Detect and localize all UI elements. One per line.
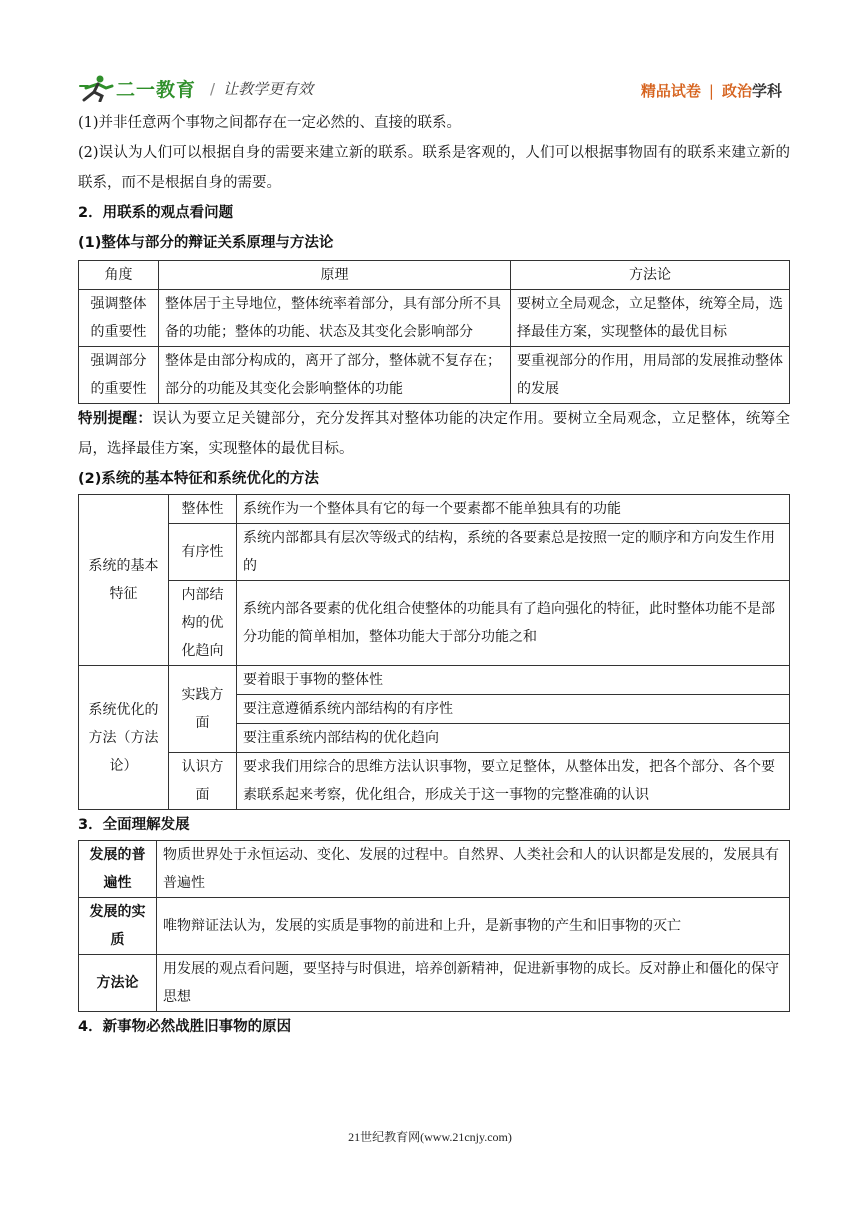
dev-label-cell: 方法论	[79, 955, 157, 1012]
badge-divider: |	[708, 82, 714, 100]
reminder-label: 特别提醒：	[78, 411, 153, 427]
section-2-sub-1: (1)整体与部分的辩证关系原理与方法论	[78, 235, 334, 251]
reminder-text: 误认为要立足关键部分，充分发挥其对整体功能的决定作用。要树立全局观念，立足整体，统筹全局，选择最佳方案，实现整体的最优目标。	[78, 411, 790, 457]
whole-part-table	[78, 260, 790, 404]
group-cell: 系统优化的方法（方法论）	[79, 666, 169, 810]
feature-name-cell: 整体性	[169, 495, 237, 524]
table-row	[79, 898, 790, 955]
table-header-cell: 方法论	[511, 261, 790, 290]
intro-line-1: (1)并非任意两个事物之间都存在一定必然的、直接的联系。	[78, 115, 462, 131]
table-row	[79, 495, 790, 524]
table-row	[79, 753, 790, 810]
special-reminder	[78, 404, 790, 464]
section-3-title: 3．全面理解发展	[78, 817, 190, 833]
principle-cell: 整体居于主导地位，整体统率着部分，具有部分所不具备的功能；整体的功能、状态及其变化会影响部分	[159, 290, 511, 347]
section-2-sub-2: (2)系统的基本特征和系统优化的方法	[78, 471, 319, 487]
dev-label-cell: 发展的实质	[79, 898, 157, 955]
running-man-icon	[78, 74, 114, 102]
table-row	[79, 955, 790, 1012]
angle-cell: 强调部分的重要性	[79, 347, 159, 404]
table-row	[79, 841, 790, 898]
practice-cell: 要注重系统内部结构的优化趋向	[237, 724, 790, 753]
dev-text-cell: 用发展的观点看问题，要坚持与时俱进，培养创新精神，促进新事物的成长。反对静止和僵化的保守思想	[157, 955, 790, 1012]
subject-badge	[641, 80, 782, 101]
cognition-label-cell: 认识方面	[169, 753, 237, 810]
method-cell: 要树立全局观念，立足整体，统筹全局，选择最佳方案，实现整体的最优目标	[511, 290, 790, 347]
group-cell: 系统的基本特征	[79, 495, 169, 666]
table-row	[79, 524, 790, 581]
dev-label-cell: 发展的普遍性	[79, 841, 157, 898]
table-header-cell: 角度	[79, 261, 159, 290]
badge-subject-a: 政治	[721, 82, 752, 100]
page-header	[78, 72, 782, 106]
feature-desc-cell: 系统内部各要素的优化组合使整体的功能具有了趋向强化的特征，此时整体功能不是部分功能的简单相加，整体功能大于部分功能之和	[237, 581, 790, 666]
method-cell: 要重视部分的作用，用局部的发展推动整体的发展	[511, 347, 790, 404]
page-footer: 21世纪教育网(www.21cnjy.com)	[348, 1130, 512, 1144]
practice-cell: 要着眼于事物的整体性	[237, 666, 790, 695]
feature-name-cell: 有序性	[169, 524, 237, 581]
system-table	[78, 494, 790, 810]
brand-slogan: / 让教学更有效	[210, 79, 314, 98]
slogan-text: 让教学更有效	[223, 79, 314, 98]
practice-cell: 要注意遵循系统内部结构的有序性	[237, 695, 790, 724]
practice-label-cell: 实践方面	[169, 666, 237, 753]
brand-logo	[78, 74, 313, 102]
document-body	[78, 108, 790, 1042]
section-4-title: 4．新事物必然战胜旧事物的原因	[78, 1019, 292, 1035]
intro-line-2: (2)误认为人们可以根据自身的需要来建立新的联系。联系是客观的，人们可以根据事物固有的联系来建立新的联系，而不是根据自身的需要。	[78, 145, 790, 191]
feature-desc-cell: 系统内部都具有层次等级式的结构，系统的各要素总是按照一定的顺序和方向发生作用的	[237, 524, 790, 581]
table-row	[79, 347, 790, 404]
table-row	[79, 290, 790, 347]
badge-label: 精品试卷	[640, 82, 701, 100]
table-header-row	[79, 261, 790, 290]
angle-cell: 强调整体的重要性	[79, 290, 159, 347]
table-header-cell: 原理	[159, 261, 511, 290]
feature-desc-cell: 系统作为一个整体具有它的每一个要素都不能单独具有的功能	[237, 495, 790, 524]
dev-text-cell: 唯物辩证法认为，发展的实质是事物的前进和上升，是新事物的产生和旧事物的灭亡	[157, 898, 790, 955]
section-2-title: 2．用联系的观点看问题	[78, 205, 234, 221]
table-row	[79, 666, 790, 695]
cognition-cell: 要求我们用综合的思维方法认识事物，要立足整体，从整体出发，把各个部分、各个要素联系起来考察，优化组合，形成关于这一事物的完整准确的认识	[237, 753, 790, 810]
principle-cell: 整体是由部分构成的，离开了部分，整体就不复存在；部分的功能及其变化会影响整体的功能	[159, 347, 511, 404]
development-table	[78, 840, 790, 1012]
table-row	[79, 581, 790, 666]
badge-subject-b: 学科	[751, 82, 782, 100]
brand-name: 二一教育	[116, 78, 197, 101]
feature-name-cell: 内部结构的优化趋向	[169, 581, 237, 666]
dev-text-cell: 物质世界处于永恒运动、变化、发展的过程中。自然界、人类社会和人的认识都是发展的，发展具有普遍性	[157, 841, 790, 898]
